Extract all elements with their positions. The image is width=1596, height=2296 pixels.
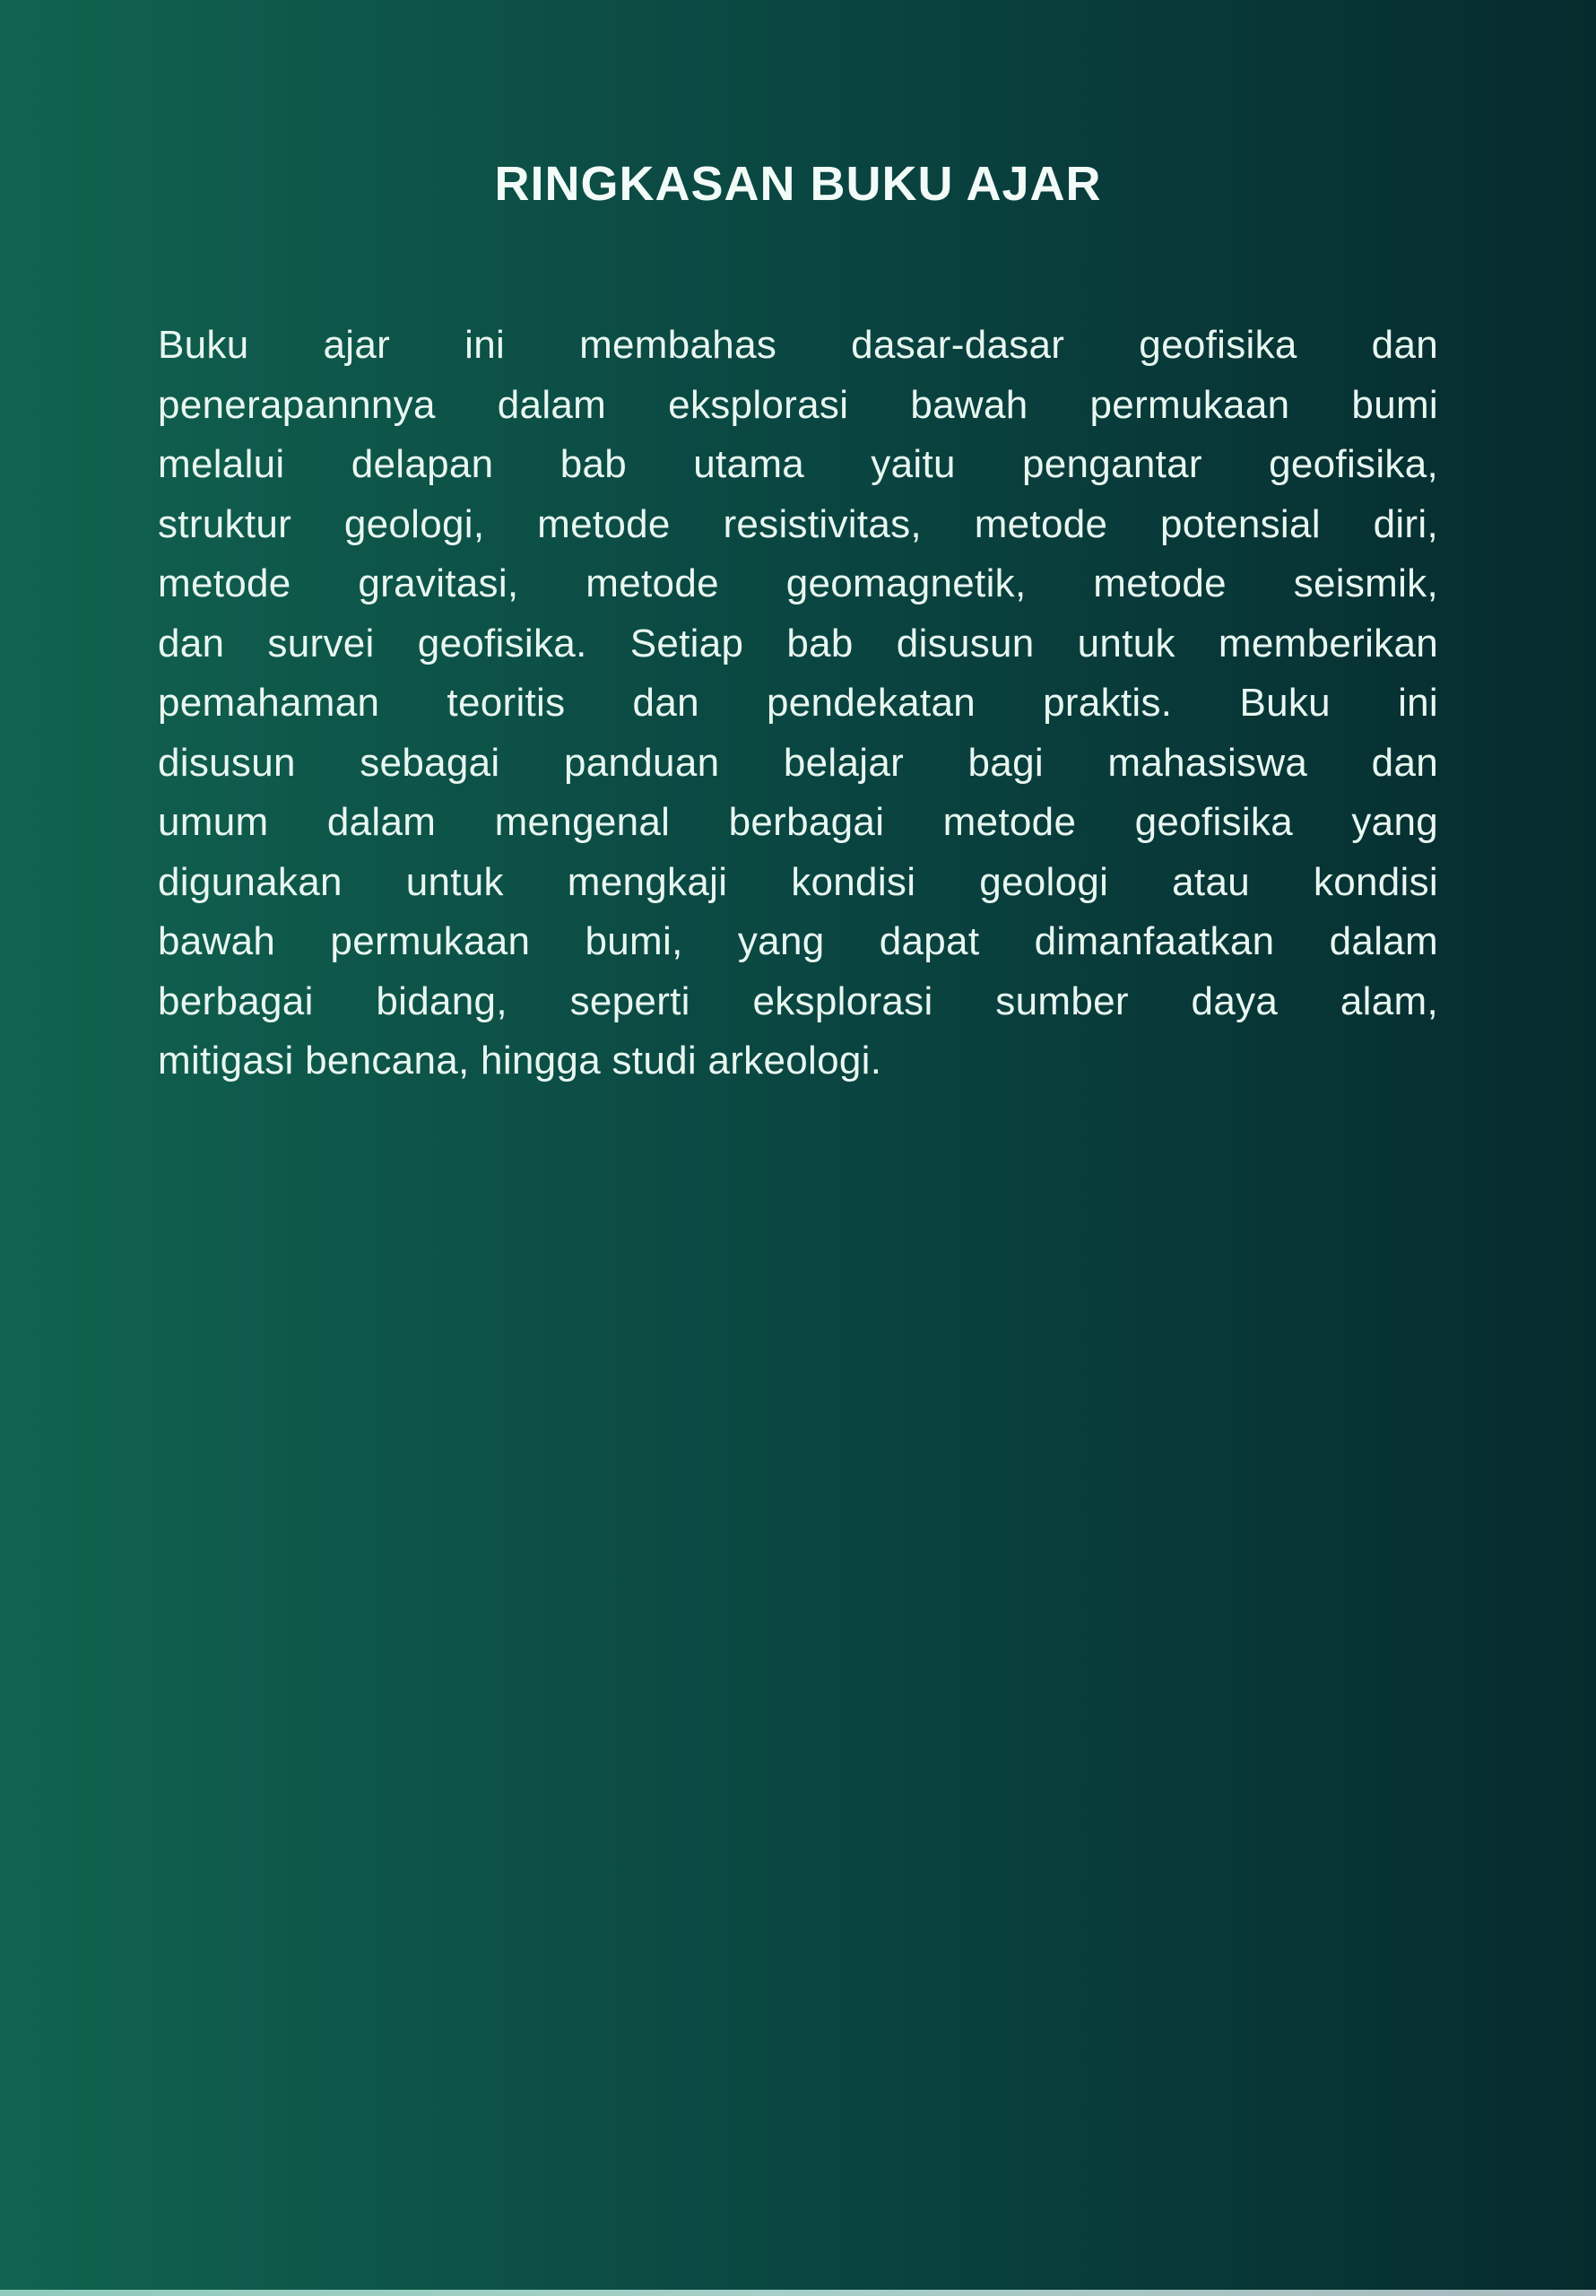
body-line: berbagai bidang, seperti eksplorasi sumber daya alam, <box>158 978 1438 1023</box>
body-line: disusun sebagai panduan belajar bagi mahasiswa dan <box>158 740 1438 785</box>
body-line: mitigasi bencana, hingga studi arkeologi. <box>158 1039 882 1083</box>
page-bottom-edge-strip <box>0 2290 1596 2296</box>
page-title: RINGKASAN BUKU AJAR <box>494 157 1102 211</box>
body-line: pemahaman teoritis dan pendekatan praktis. Buku ini <box>158 681 1438 725</box>
body-line: dan survei geofisika. Setiap bab disusun untuk memberikan <box>158 621 1438 665</box>
body-line: melalui delapan bab utama yaitu pengantar geofisika, <box>158 442 1438 486</box>
body-line: struktur geologi, metode resistivitas, metode potensial diri, <box>158 501 1438 546</box>
body-line: digunakan untuk mengkaji kondisi geologi atau kondisi <box>158 859 1438 904</box>
body-line: bawah permukaan bumi, yang dapat dimanfaatkan dalam <box>158 919 1438 963</box>
body-line: Buku ajar ini membahas dasar-dasar geofisika dan <box>158 323 1438 367</box>
body-line: umum dalam mengenal berbagai metode geofisika yang <box>158 800 1438 844</box>
body-line: metode gravitasi, metode geomagnetik, metode seismik, <box>158 561 1438 605</box>
body-line: penerapannnya dalam eksplorasi bawah permukaan bumi <box>158 382 1438 427</box>
summary-paragraph <box>0 316 1596 1091</box>
